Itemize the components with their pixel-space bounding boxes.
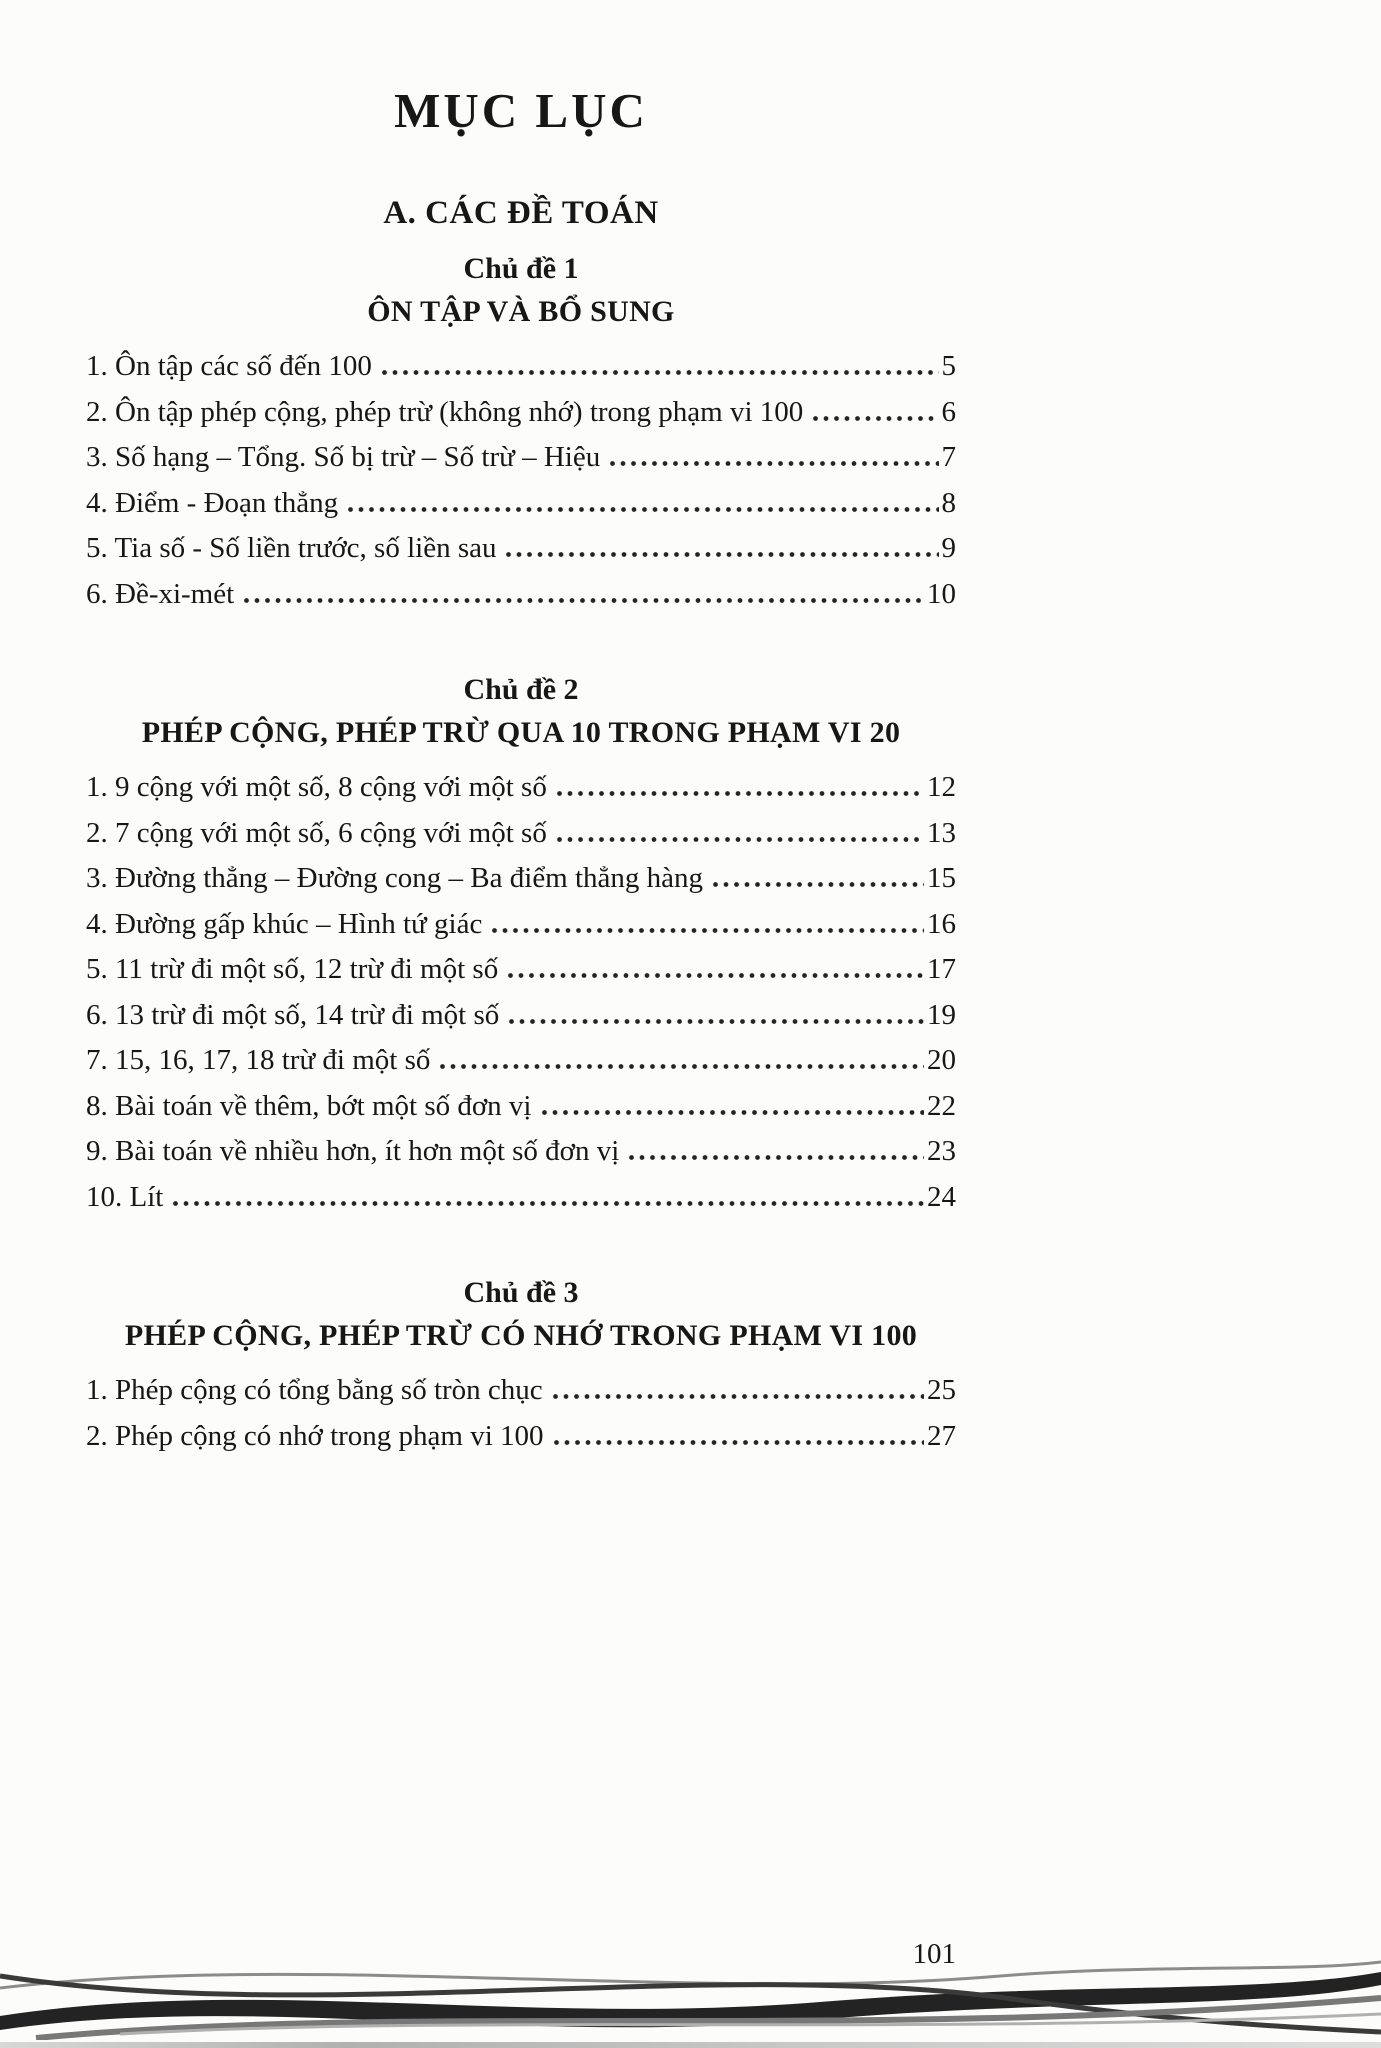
entry-page-number: 9 bbox=[941, 532, 956, 564]
page-title: MỤC LỤC bbox=[394, 83, 648, 138]
chapter-label: Chủ đề 2 bbox=[463, 673, 579, 706]
dot-leader bbox=[556, 790, 924, 797]
toc-section bbox=[86, 252, 956, 617]
entry-label: 1. 9 cộng với một số, 8 cộng với một số bbox=[86, 771, 547, 803]
entry-page-number: 10 bbox=[927, 577, 956, 610]
dot-leader bbox=[556, 836, 924, 843]
dot-leader bbox=[552, 1393, 924, 1400]
scan-bottom-edge bbox=[0, 2042, 1381, 2048]
chapter-label: Chủ đề 1 bbox=[463, 252, 579, 285]
entry-page-number: 23 bbox=[927, 1135, 956, 1167]
toc-section bbox=[86, 1276, 956, 1459]
toc-entry bbox=[86, 1368, 956, 1414]
entry-page-number: 7 bbox=[941, 441, 956, 473]
dot-leader bbox=[381, 369, 939, 376]
entry-label: 3. Đường thẳng – Đường cong – Ba điểm thẳng hàng bbox=[86, 862, 704, 894]
dot-leader bbox=[172, 1200, 924, 1207]
dot-leader bbox=[508, 1018, 924, 1025]
entry-label: 2. Ôn tập phép cộng, phép trừ (không nhớ) trong phạm vi 100 bbox=[86, 395, 804, 428]
chapter-title: ÔN TẬP VÀ BỔ SUNG bbox=[367, 295, 675, 328]
toc-entry bbox=[86, 435, 956, 481]
entry-label: 8. Bài toán về thêm, bớt một số đơn vị bbox=[86, 1089, 532, 1122]
toc-entry bbox=[86, 1175, 956, 1221]
toc-entry bbox=[86, 390, 956, 436]
entry-page-number: 20 bbox=[927, 1044, 956, 1076]
chapter-label: Chủ đề 3 bbox=[463, 1276, 579, 1309]
dot-leader bbox=[507, 972, 924, 979]
dot-leader bbox=[628, 1154, 924, 1161]
entry-page-number: 24 bbox=[927, 1180, 956, 1213]
toc-entry bbox=[86, 1414, 956, 1460]
entry-label: 5. 11 trừ đi một số, 12 trừ đi một số bbox=[86, 953, 499, 985]
dot-leader bbox=[491, 927, 924, 934]
entry-page-number: 8 bbox=[941, 486, 956, 519]
toc-entry bbox=[86, 481, 956, 527]
entry-page-number: 27 bbox=[927, 1419, 956, 1452]
dot-leader bbox=[505, 551, 938, 558]
entry-label: 4. Đường gấp khúc – Hình tứ giác bbox=[86, 907, 483, 940]
part-heading: A. CÁC ĐỀ TOÁN bbox=[383, 195, 659, 231]
entry-label: 6. Đề-xi-mét bbox=[86, 577, 235, 610]
toc-entry bbox=[86, 993, 956, 1039]
entry-label: 5. Tia số - Số liền trước, số liền sau bbox=[86, 532, 497, 564]
entry-page-number: 25 bbox=[927, 1374, 956, 1406]
entry-page-number: 19 bbox=[927, 998, 956, 1031]
chapter-title: PHÉP CỘNG, PHÉP TRỪ CÓ NHỚ TRONG PHẠM VI 100 bbox=[124, 1319, 918, 1352]
entry-label: 6. 13 trừ đi một số, 14 trừ đi một số bbox=[86, 998, 500, 1031]
entry-label: 2. Phép cộng có nhớ trong phạm vi 100 bbox=[86, 1419, 544, 1452]
dot-leader bbox=[812, 415, 938, 422]
entry-page-number: 16 bbox=[927, 907, 956, 940]
toc-entry bbox=[86, 572, 956, 618]
toc-sections bbox=[86, 252, 956, 1459]
dot-leader bbox=[439, 1063, 924, 1070]
dot-leader bbox=[553, 1439, 924, 1446]
dot-leader bbox=[712, 881, 924, 888]
toc-entry bbox=[86, 947, 956, 993]
entry-label: 7. 15, 16, 17, 18 trừ đi một số bbox=[86, 1044, 431, 1076]
entry-page-number: 5 bbox=[941, 350, 956, 382]
toc-entry bbox=[86, 1084, 956, 1130]
toc-entry bbox=[86, 344, 956, 390]
toc-entry bbox=[86, 1038, 956, 1084]
entry-page-number: 17 bbox=[927, 953, 956, 985]
toc-entry bbox=[86, 765, 956, 811]
toc-entry bbox=[86, 902, 956, 948]
entry-label: 9. Bài toán về nhiều hơn, ít hơn một số đơn vị bbox=[86, 1135, 620, 1167]
entry-page-number: 6 bbox=[941, 395, 956, 428]
toc-entry bbox=[86, 856, 956, 902]
entry-page-number: 12 bbox=[927, 771, 956, 803]
toc-entry bbox=[86, 811, 956, 857]
entry-page-number: 22 bbox=[927, 1089, 956, 1122]
entry-label: 4. Điểm - Đoạn thẳng bbox=[86, 486, 339, 519]
dot-leader bbox=[347, 506, 938, 513]
entry-label: 1. Ôn tập các số đến 100 bbox=[86, 350, 372, 382]
entry-page-number: 15 bbox=[927, 862, 956, 894]
toc-entry bbox=[86, 1129, 956, 1175]
entry-label: 1. Phép cộng có tổng bằng số tròn chục bbox=[86, 1374, 543, 1406]
dot-leader bbox=[541, 1109, 925, 1116]
toc-content bbox=[86, 82, 956, 1459]
entry-label: 3. Số hạng – Tổng. Số bị trừ – Số trừ – Hiệu bbox=[86, 441, 601, 473]
toc-section bbox=[86, 673, 956, 1220]
entry-label: 10. Lít bbox=[86, 1180, 164, 1213]
page-number: 101 bbox=[912, 1938, 956, 1970]
entry-label: 2. 7 cộng với một số, 6 cộng với một số bbox=[86, 816, 547, 849]
decorative-swoosh bbox=[0, 1944, 1381, 2040]
chapter-title: PHÉP CỘNG, PHÉP TRỪ QUA 10 TRONG PHẠM VI 20 bbox=[141, 716, 901, 749]
entry-page-number: 13 bbox=[927, 816, 956, 849]
dot-leader bbox=[609, 460, 938, 467]
toc-entry bbox=[86, 526, 956, 572]
dot-leader bbox=[243, 597, 924, 604]
